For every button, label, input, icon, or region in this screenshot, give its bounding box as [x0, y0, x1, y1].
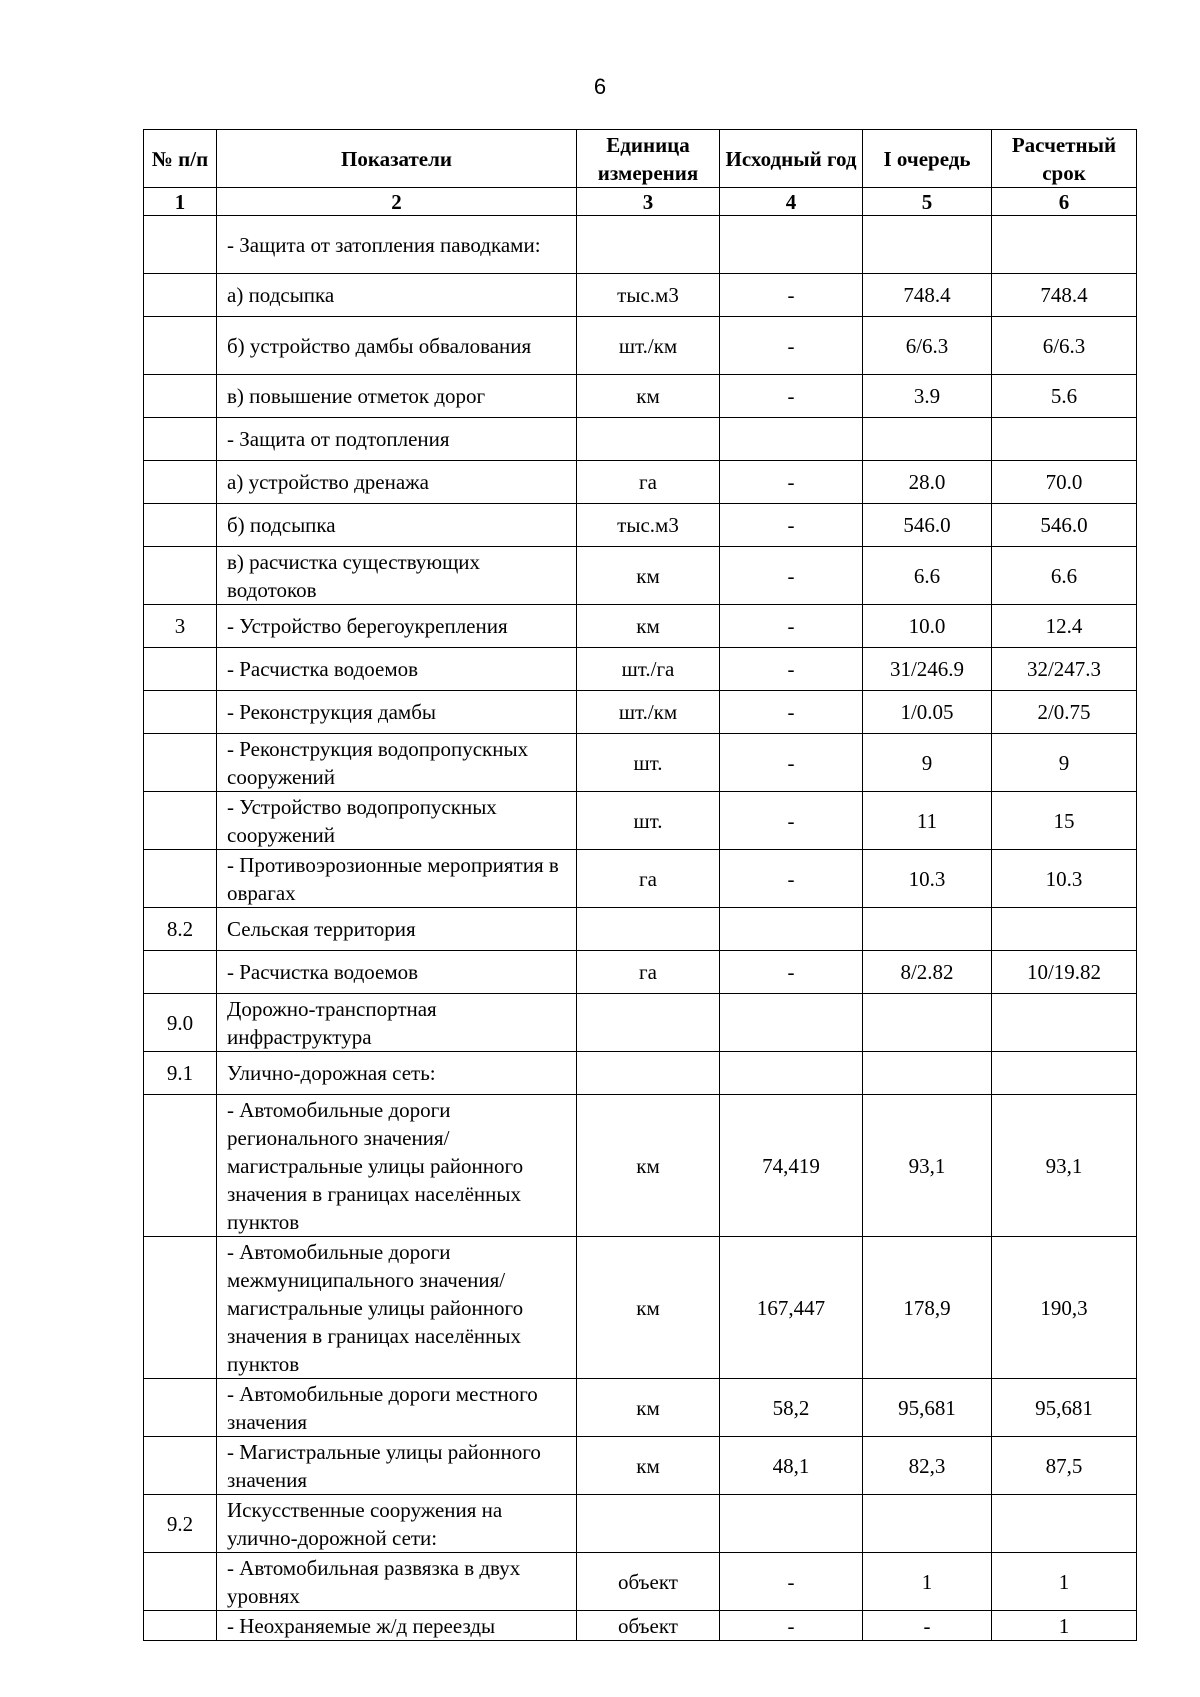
row-unit: шт.	[577, 792, 720, 850]
row-first-stage: 93,1	[863, 1095, 992, 1237]
row-indicator: - Магистральные улицы районного значения	[217, 1437, 577, 1495]
row-first-stage: 1/0.05	[863, 691, 992, 734]
row-unit: га	[577, 461, 720, 504]
row-first-stage: 82,3	[863, 1437, 992, 1495]
row-first-stage	[863, 216, 992, 274]
row-number	[144, 691, 217, 734]
row-indicator: - Расчистка водоемов	[217, 648, 577, 691]
column-number: 5	[863, 188, 992, 216]
table-row	[144, 375, 1137, 418]
row-number	[144, 504, 217, 547]
row-first-stage	[863, 1495, 992, 1553]
row-number	[144, 1611, 217, 1641]
column-number: 3	[577, 188, 720, 216]
row-first-stage	[863, 1052, 992, 1095]
row-final-term: 6/6.3	[992, 317, 1137, 375]
table-row	[144, 216, 1137, 274]
row-indicator: а) подсыпка	[217, 274, 577, 317]
row-unit: шт./км	[577, 317, 720, 375]
table-row	[144, 1495, 1137, 1553]
row-indicator: Искусственные сооружения на улично-дорожной сети:	[217, 1495, 577, 1553]
row-indicator: - Автомобильная развязка в двух уровнях	[217, 1553, 577, 1611]
table-row	[144, 792, 1137, 850]
row-first-stage: -	[863, 1611, 992, 1641]
row-final-term: 748.4	[992, 274, 1137, 317]
row-first-stage: 1	[863, 1553, 992, 1611]
row-unit: км	[577, 375, 720, 418]
row-indicator: а) устройство дренажа	[217, 461, 577, 504]
row-base-year: -	[720, 648, 863, 691]
row-final-term: 95,681	[992, 1379, 1137, 1437]
row-unit	[577, 994, 720, 1052]
row-number: 3	[144, 605, 217, 648]
row-number	[144, 951, 217, 994]
table-row	[144, 1437, 1137, 1495]
row-final-term	[992, 216, 1137, 274]
row-first-stage: 10.0	[863, 605, 992, 648]
row-final-term: 5.6	[992, 375, 1137, 418]
row-final-term: 15	[992, 792, 1137, 850]
table-row	[144, 547, 1137, 605]
row-indicator: в) повышение отметок дорог	[217, 375, 577, 418]
row-final-term: 2/0.75	[992, 691, 1137, 734]
row-indicator: - Неохраняемые ж/д переезды	[217, 1611, 577, 1641]
table-row	[144, 317, 1137, 375]
row-number	[144, 1095, 217, 1237]
row-final-term: 10/19.82	[992, 951, 1137, 994]
row-unit	[577, 216, 720, 274]
row-unit: га	[577, 850, 720, 908]
row-number	[144, 1437, 217, 1495]
row-unit	[577, 1495, 720, 1553]
row-indicator: - Реконструкция дамбы	[217, 691, 577, 734]
header-final-term: Расчетный срок	[992, 130, 1137, 188]
row-indicator: Сельская территория	[217, 908, 577, 951]
row-base-year: 74,419	[720, 1095, 863, 1237]
row-final-term: 190,3	[992, 1237, 1137, 1379]
table-row	[144, 418, 1137, 461]
row-number	[144, 792, 217, 850]
row-number	[144, 274, 217, 317]
column-number: 6	[992, 188, 1137, 216]
row-final-term: 9	[992, 734, 1137, 792]
row-base-year: -	[720, 375, 863, 418]
column-number: 4	[720, 188, 863, 216]
row-number	[144, 216, 217, 274]
row-number: 9.0	[144, 994, 217, 1052]
table-row	[144, 504, 1137, 547]
row-final-term: 546.0	[992, 504, 1137, 547]
row-unit	[577, 418, 720, 461]
row-unit: га	[577, 951, 720, 994]
page-number: 6	[593, 74, 607, 99]
row-base-year: -	[720, 317, 863, 375]
row-final-term: 12.4	[992, 605, 1137, 648]
row-first-stage: 11	[863, 792, 992, 850]
row-indicator: в) расчистка существующих водотоков	[217, 547, 577, 605]
row-base-year: -	[720, 1553, 863, 1611]
row-number	[144, 850, 217, 908]
row-first-stage: 6/6.3	[863, 317, 992, 375]
row-base-year: 48,1	[720, 1437, 863, 1495]
row-indicator: - Защита от затопления паводками:	[217, 216, 577, 274]
row-unit: объект	[577, 1553, 720, 1611]
row-number	[144, 461, 217, 504]
row-first-stage: 10.3	[863, 850, 992, 908]
row-base-year	[720, 1495, 863, 1553]
row-base-year	[720, 908, 863, 951]
header-row	[144, 130, 1137, 188]
row-first-stage: 6.6	[863, 547, 992, 605]
row-final-term	[992, 908, 1137, 951]
header-unit: Единица измерения	[577, 130, 720, 188]
row-base-year: -	[720, 461, 863, 504]
row-unit: шт./га	[577, 648, 720, 691]
row-base-year: -	[720, 691, 863, 734]
row-unit: тыс.м3	[577, 504, 720, 547]
row-final-term: 1	[992, 1553, 1137, 1611]
row-indicator: б) подсыпка	[217, 504, 577, 547]
row-first-stage: 748.4	[863, 274, 992, 317]
row-base-year: -	[720, 274, 863, 317]
row-final-term: 32/247.3	[992, 648, 1137, 691]
row-indicator: - Устройство берегоукрепления	[217, 605, 577, 648]
header-num: № п/п	[144, 130, 217, 188]
row-number: 9.2	[144, 1495, 217, 1553]
table-row	[144, 1553, 1137, 1611]
row-indicator: Улично-дорожная сеть:	[217, 1052, 577, 1095]
table-row	[144, 994, 1137, 1052]
table-row	[144, 1052, 1137, 1095]
row-unit: км	[577, 547, 720, 605]
table-row	[144, 1095, 1137, 1237]
row-base-year: -	[720, 951, 863, 994]
row-indicator: - Противоэрозионные мероприятия в оврагах	[217, 850, 577, 908]
header-base-year: Исходный год	[720, 130, 863, 188]
row-number	[144, 1237, 217, 1379]
column-number: 1	[144, 188, 217, 216]
table-row	[144, 1237, 1137, 1379]
table-row	[144, 734, 1137, 792]
table-row	[144, 850, 1137, 908]
table-row	[144, 605, 1137, 648]
row-indicator: - Расчистка водоемов	[217, 951, 577, 994]
row-indicator: - Автомобильные дороги межмуниципального значения/ магистральные улицы районного значения в границах населённых пунктов	[217, 1237, 577, 1379]
row-base-year: -	[720, 547, 863, 605]
row-base-year: -	[720, 1611, 863, 1641]
row-final-term: 1	[992, 1611, 1137, 1641]
row-first-stage: 9	[863, 734, 992, 792]
row-unit: шт./км	[577, 691, 720, 734]
row-final-term	[992, 418, 1137, 461]
column-number: 2	[217, 188, 577, 216]
row-first-stage: 8/2.82	[863, 951, 992, 994]
row-final-term	[992, 1052, 1137, 1095]
row-number	[144, 1553, 217, 1611]
table-row	[144, 461, 1137, 504]
table-row	[144, 691, 1137, 734]
row-first-stage	[863, 994, 992, 1052]
column-number-row	[144, 188, 1137, 216]
row-unit: км	[577, 1379, 720, 1437]
row-unit: тыс.м3	[577, 274, 720, 317]
row-number	[144, 317, 217, 375]
table-row	[144, 1611, 1137, 1641]
row-unit: км	[577, 1237, 720, 1379]
row-unit: км	[577, 1095, 720, 1237]
row-number: 8.2	[144, 908, 217, 951]
table-row	[144, 908, 1137, 951]
row-unit: км	[577, 1437, 720, 1495]
row-indicator: Дорожно-транспортная инфраструктура	[217, 994, 577, 1052]
row-indicator: - Устройство водопропускных сооружений	[217, 792, 577, 850]
row-unit	[577, 908, 720, 951]
row-first-stage: 28.0	[863, 461, 992, 504]
row-first-stage: 31/246.9	[863, 648, 992, 691]
row-base-year	[720, 216, 863, 274]
header-first-stage: I очередь	[863, 130, 992, 188]
table-row	[144, 1379, 1137, 1437]
row-final-term: 6.6	[992, 547, 1137, 605]
indicators-table	[143, 129, 1137, 1641]
row-base-year	[720, 994, 863, 1052]
row-first-stage: 178,9	[863, 1237, 992, 1379]
row-final-term: 10.3	[992, 850, 1137, 908]
row-indicator: - Защита от подтопления	[217, 418, 577, 461]
row-first-stage: 3.9	[863, 375, 992, 418]
row-indicator: - Реконструкция водопропускных сооружений	[217, 734, 577, 792]
row-base-year: -	[720, 734, 863, 792]
row-base-year: -	[720, 792, 863, 850]
row-base-year: 58,2	[720, 1379, 863, 1437]
row-indicator: - Автомобильные дороги местного значения	[217, 1379, 577, 1437]
row-unit: шт.	[577, 734, 720, 792]
table-row	[144, 648, 1137, 691]
row-number	[144, 418, 217, 461]
row-first-stage: 95,681	[863, 1379, 992, 1437]
row-base-year: -	[720, 850, 863, 908]
table-row	[144, 274, 1137, 317]
row-final-term	[992, 1495, 1137, 1553]
row-final-term: 93,1	[992, 1095, 1137, 1237]
row-number	[144, 1379, 217, 1437]
row-first-stage: 546.0	[863, 504, 992, 547]
row-base-year: 167,447	[720, 1237, 863, 1379]
row-base-year: -	[720, 605, 863, 648]
row-indicator: б) устройство дамбы обвалования	[217, 317, 577, 375]
row-number	[144, 648, 217, 691]
row-unit: объект	[577, 1611, 720, 1641]
row-number	[144, 375, 217, 418]
row-final-term	[992, 994, 1137, 1052]
row-base-year	[720, 1052, 863, 1095]
row-first-stage	[863, 418, 992, 461]
row-indicator: - Автомобильные дороги регионального значения/ магистральные улицы районного значения в границах населённых пунктов	[217, 1095, 577, 1237]
row-number	[144, 734, 217, 792]
row-number: 9.1	[144, 1052, 217, 1095]
table-row	[144, 951, 1137, 994]
row-number	[144, 547, 217, 605]
row-final-term: 87,5	[992, 1437, 1137, 1495]
row-base-year	[720, 418, 863, 461]
row-final-term: 70.0	[992, 461, 1137, 504]
header-indicator: Показатели	[217, 130, 577, 188]
row-first-stage	[863, 908, 992, 951]
row-base-year: -	[720, 504, 863, 547]
row-unit: км	[577, 605, 720, 648]
row-unit	[577, 1052, 720, 1095]
